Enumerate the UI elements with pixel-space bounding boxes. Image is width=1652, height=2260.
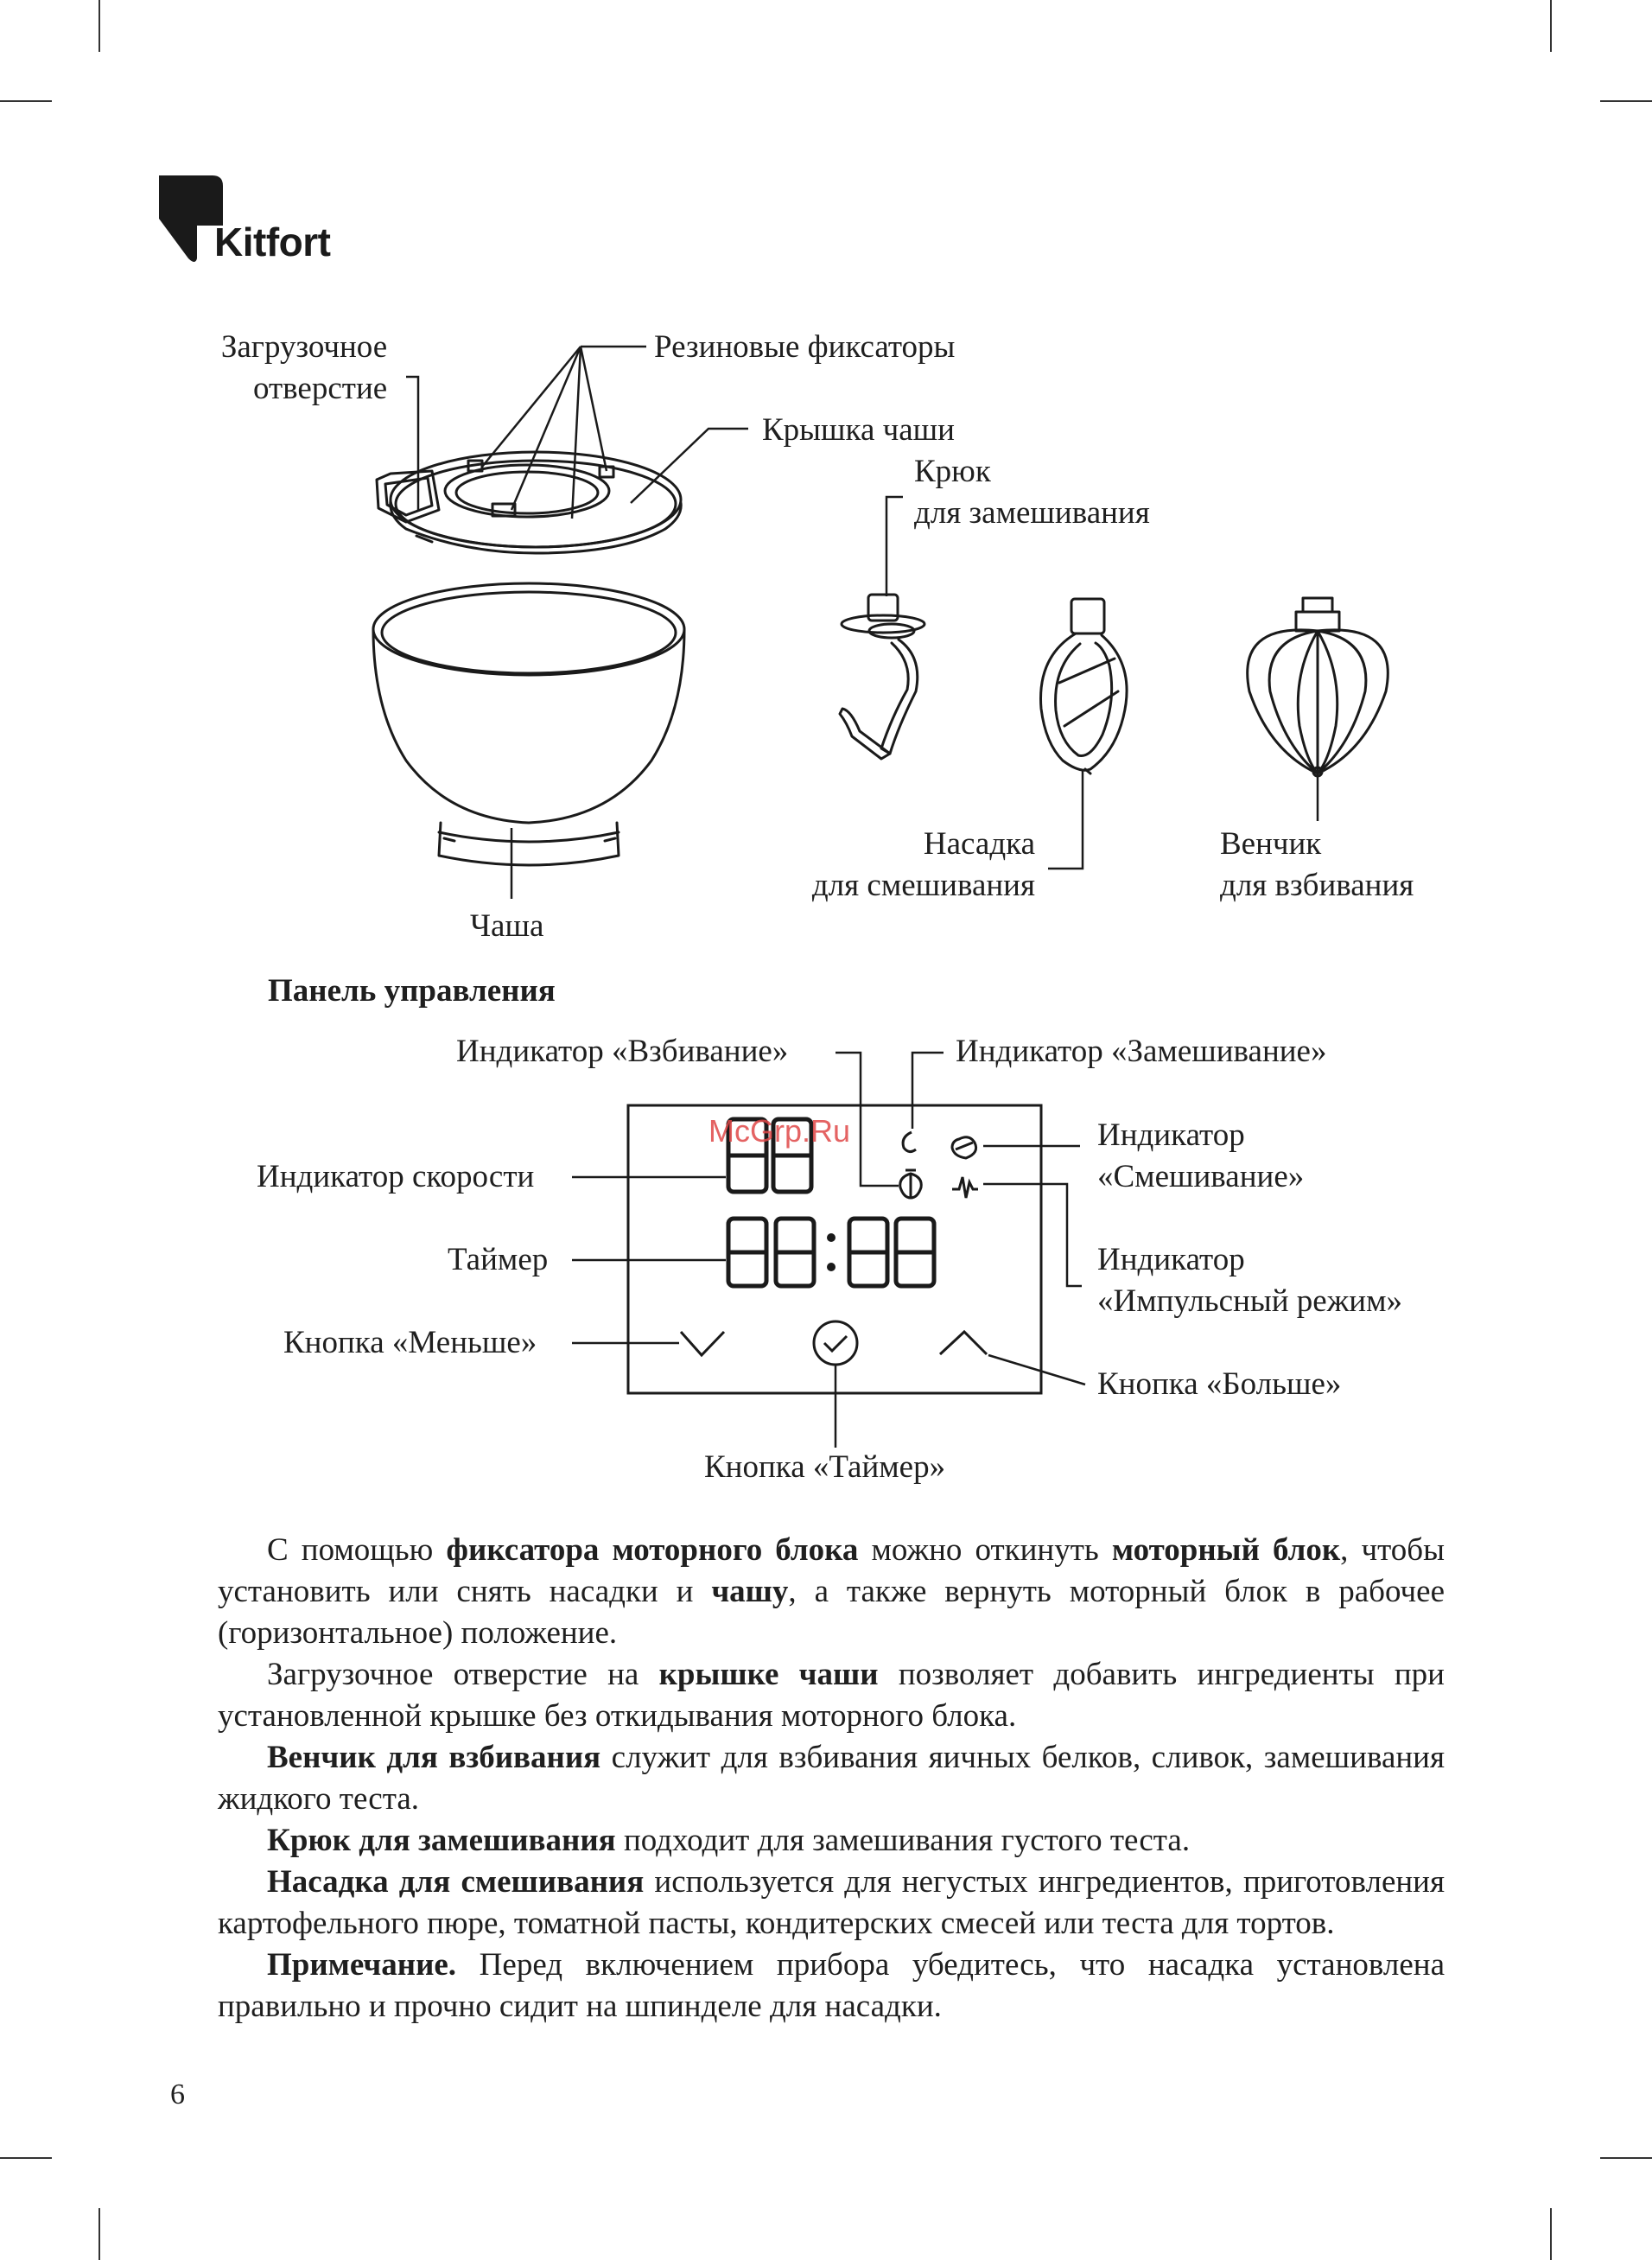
paragraph-1 — [218, 1530, 1445, 1654]
label-bowl-lid: Крышка чаши — [762, 412, 955, 448]
brand-name: Kitfort — [214, 220, 331, 264]
text-run: , чтобы установить или снять насадки и — [218, 1532, 1445, 1609]
less-button-icon — [681, 1332, 724, 1355]
paragraph-4 — [218, 1820, 1445, 1862]
label-pulse-indicator: Индикатор «Импульсный режим» — [1097, 1242, 1402, 1319]
text-run: можно откинуть — [858, 1532, 1112, 1568]
text-run: Перед включением прибора убедитесь, что насадка установлена правильно и прочно сидит на шпинделе для насадки. — [218, 1947, 1445, 2024]
bold-term: моторный блок — [1111, 1532, 1341, 1568]
paragraph-5 — [218, 1862, 1445, 1945]
text-run: используется для негустых ингредиентов, приготовления картофельного пюре, томатной пасты, кондитерских смесей или теста для тортов. — [218, 1864, 1445, 1941]
paragraph-2 — [218, 1654, 1445, 1737]
page-number: 6 — [170, 2079, 185, 2110]
watermark: McGrp.Ru — [708, 1113, 851, 1149]
body-text — [218, 1530, 1445, 2028]
label-whip-indicator: Индикатор «Взбивание» — [456, 1034, 789, 1069]
time-value — [728, 1219, 936, 1286]
text-run: служит для взбивания яичных белков, сливок, замешивания жидкого теста. — [218, 1740, 1445, 1817]
label-more-button: Кнопка «Больше» — [1097, 1366, 1342, 1402]
timer-button-icon — [814, 1321, 857, 1365]
text-run: позволяет добавить ингредиенты при установленной крышке без откидывания моторного блока. — [218, 1657, 1445, 1734]
text-run: Загрузочное отверстие на — [267, 1657, 659, 1692]
bold-term: чашу — [711, 1574, 789, 1609]
paragraph-3 — [218, 1737, 1445, 1820]
label-dough-hook: Крюк для замешивания — [914, 454, 1150, 531]
label-knead-indicator: Индикатор «Замешивание» — [956, 1034, 1327, 1069]
label-mix-indicator: Индикатор «Смешивание» — [1097, 1117, 1305, 1194]
text-run: подходит для замешивания густого теста. — [615, 1823, 1191, 1858]
label-timer-button: Кнопка «Таймер» — [704, 1449, 946, 1485]
bold-term: Крюк для замешивания — [267, 1823, 616, 1858]
bold-term: Насадка для смешивания — [267, 1864, 645, 1900]
text-run: С помощью — [267, 1532, 447, 1568]
label-rubber-clamps: Резиновые фиксаторы — [654, 329, 956, 365]
label-mixing-attachment: Насадка для смешивания — [811, 826, 1035, 903]
label-speed-indicator: Индикатор скорости — [257, 1159, 535, 1194]
label-bowl: Чаша — [470, 908, 544, 944]
label-loading-opening: Загрузочное отверстие — [220, 329, 388, 406]
knead-indicator-icon — [903, 1132, 916, 1152]
bold-term: крышке чаши — [658, 1657, 879, 1692]
label-less-button: Кнопка «Меньше» — [283, 1325, 537, 1360]
more-button-icon — [940, 1332, 987, 1354]
paragraph-6 — [218, 1945, 1445, 2028]
whip-indicator-icon — [900, 1170, 922, 1198]
mix-indicator-icon — [952, 1137, 976, 1158]
control-panel-title: Панель управления — [268, 973, 556, 1009]
label-whisk: Венчик для взбивания — [1220, 826, 1414, 903]
text-run: , а также вернуть моторный блок в рабочее (горизонтальное) положение. — [218, 1574, 1445, 1651]
bold-term: фиксатора моторного блока — [446, 1532, 859, 1568]
bold-term: Примечание. — [267, 1947, 457, 1983]
label-timer: Таймер — [448, 1242, 549, 1277]
pulse-indicator-icon — [952, 1177, 978, 1198]
bold-term: Венчик для взбивания — [267, 1740, 601, 1775]
